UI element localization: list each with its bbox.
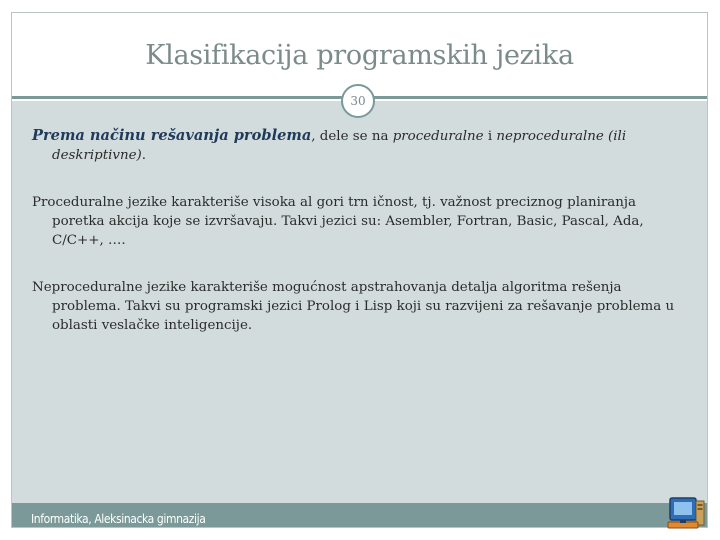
paragraph-nonprocedural: Neproceduralne jezike karakteriše mogućnost apstrahovanja detalja algoritma rešenja problema. Takvi su programski jezici Prolog i Lisp koji su razvijeni za rešavanje problema u oblasti veslačke inteligencije. <box>32 280 675 333</box>
text-segment: , dele se na <box>311 129 393 144</box>
footer-text: Informatika, Aleksinacka gimnazija <box>31 512 206 526</box>
paragraph-procedural: Proceduralne jezike karakteriše visoka al gori trn ičnost, tj. važnost preciznog planiranja poretka akcija koje se izvršavaju. Takvi jezici su: Asembler, Fortran, Basic, Pascal, Ada, C/C++, …. <box>32 195 644 248</box>
lead-phrase: Prema načinu rešavanja problema <box>32 127 312 144</box>
computer-icon <box>664 492 708 532</box>
title-area <box>12 13 707 95</box>
slide-content <box>32 126 692 335</box>
italic-term: neproceduralne (ili deskriptivne) <box>52 129 627 163</box>
page-number-badge: 30 <box>341 84 375 118</box>
slide-title: Klasifikacija programskih jezika <box>145 40 574 71</box>
text-segment: . <box>141 148 147 163</box>
text-segment: i <box>483 129 497 144</box>
italic-term: proceduralne <box>392 129 484 144</box>
paragraph-classification <box>32 126 692 165</box>
